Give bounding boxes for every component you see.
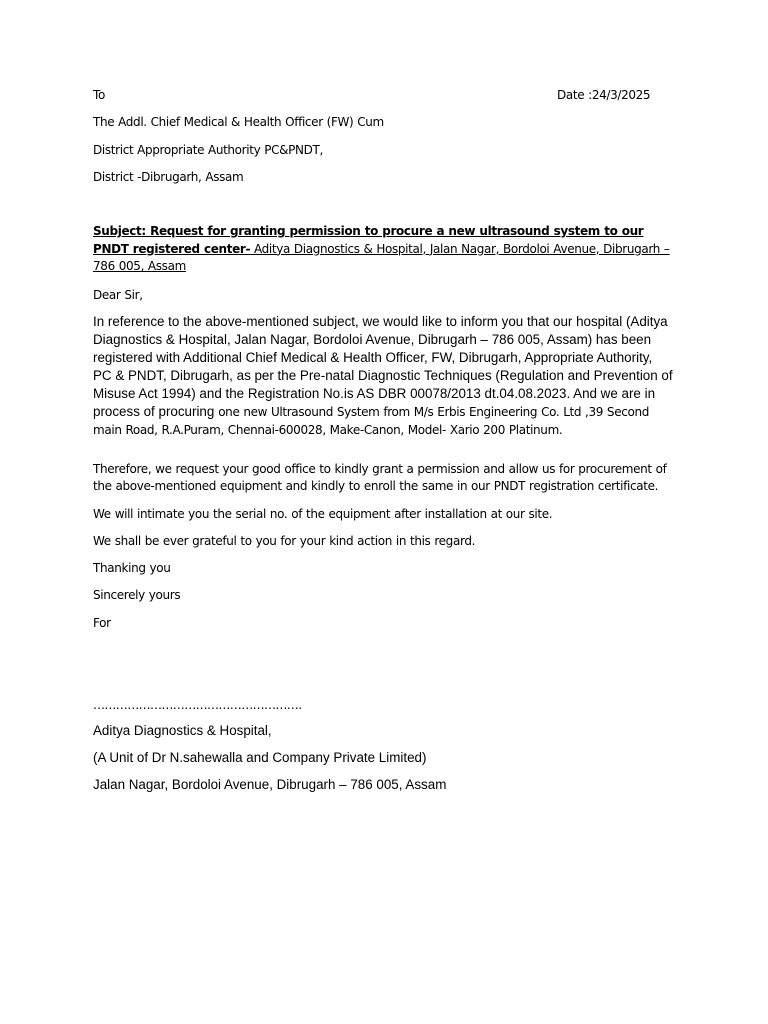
closing-sincerely: Sincerely yours [93, 588, 181, 602]
signature-org-name: Aditya Diagnostics & Hospital, [93, 723, 272, 738]
to-label: To [93, 88, 105, 102]
recipient-line-1: The Addl. Chief Medical & Health Officer (FW) Cum [93, 115, 384, 129]
body-paragraph-4: We shall be ever grateful to you for your kind action in this regard. [93, 533, 476, 548]
body-paragraph-3: We will intimate you the serial no. of the equipment after installation at our site. [93, 506, 553, 521]
recipient-line-2: District Appropriate Authority PC&PNDT, [93, 142, 323, 157]
signature-address: Jalan Nagar, Bordoloi Avenue, Dibrugarh – 786 005, Assam [93, 777, 447, 792]
letter-date: Date :24/3/2025 [557, 88, 651, 102]
letter-page [93, 0, 674, 1024]
closing-thanks: Thanking you [93, 560, 171, 575]
subject-heading: Subject: Request for granting permission to procure a new ultrasound system to our PNDT registered center- [93, 224, 644, 256]
subject-detail: Aditya Diagnostics & Hospital, Jalan Nagar, Bordoloi Avenue, Dibrugarh – 786 005, Assam [93, 241, 670, 273]
signature-unit: (A Unit of Dr N.sahewalla and Company Private Limited) [93, 750, 427, 765]
subject-line [93, 223, 674, 276]
salutation: Dear Sir, [93, 287, 143, 302]
signature-line: ………………………………………………. [93, 698, 302, 712]
recipient-line-3: District -Dibrugarh, Assam [93, 169, 244, 184]
body-paragraph-1-part-1: In reference to the above-mentioned subject, we would like to inform you that our hospital (Aditya Diagnostics & Hospital, Jalan Nagar, Bordoloi Avenue, Dibrugarh – 786 005, Assam) has been registered with Additional Chief Medical & Health Officer, FW, Dibrugarh, Appropriate Authority, PC & PNDT, Dibrugarh, as per the Pre-natal Diagnostic Techniques (Regulation and Prevention of Misuse Act 1994) and the Registration No.is AS DBR 00078/2013 dt.04.08.2023. And we are in process of procuring [93, 314, 673, 419]
body-paragraph-1-part-2: one new Ultrasound System from M/s Erbis Engineering Co. Ltd ,39 Second main Road, R.A.Puram, Chennai-600028, Make-Canon, Model- Xario 200 Platinum. [93, 405, 649, 437]
body-paragraph-1 [93, 313, 674, 439]
closing-for: For [93, 615, 111, 630]
body-paragraph-2: Therefore, we request your good office to kindly grant a permission and allow us for procurement of the above-mentioned equipment and kindly to enroll the same in our PNDT registration certificate. [93, 461, 667, 493]
